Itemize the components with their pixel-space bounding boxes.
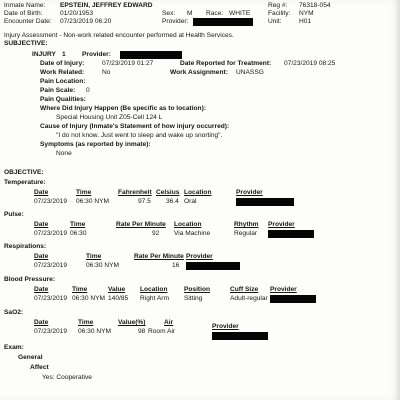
redacted-sao2-provider bbox=[212, 332, 268, 340]
work-related-value: No bbox=[102, 69, 111, 76]
reg-value: 76318-054 bbox=[299, 2, 331, 9]
sao2-heading: SaO2: bbox=[4, 309, 24, 316]
redacted-bp-provider bbox=[270, 295, 316, 303]
respirations-header-provider: Provider bbox=[186, 253, 213, 260]
sex-label: Sex: bbox=[162, 10, 176, 17]
pulse-time: 06:30 bbox=[70, 230, 87, 237]
temperature-header-fahrenheit: Fahrenheit bbox=[118, 189, 152, 196]
symptoms-value: None bbox=[56, 150, 72, 157]
inmate-name: EPSTEIN, JEFFREY EDWARD bbox=[60, 2, 153, 9]
pulse-header-provider: Provider bbox=[268, 221, 295, 228]
bp-cuff-size: Adult-regular bbox=[230, 295, 268, 302]
sao2-header-value: Value(%) bbox=[118, 319, 146, 326]
temperature-location: Oral bbox=[184, 198, 197, 205]
bp-location: Right Arm bbox=[140, 295, 169, 302]
pulse-rate: 92 bbox=[152, 230, 160, 237]
bp-header-position: Position bbox=[184, 286, 211, 293]
sex-value: M bbox=[187, 10, 193, 17]
sao2-header-air: Air bbox=[164, 319, 174, 326]
pain-scale-value: 0 bbox=[86, 87, 90, 94]
pulse-header-time: Time bbox=[70, 221, 86, 228]
bp-header-provider: Provider bbox=[270, 286, 297, 293]
blood-pressure-heading: Blood Pressure: bbox=[4, 276, 55, 283]
facility-value: NYM bbox=[299, 10, 314, 17]
temperature-date: 07/23/2019 bbox=[34, 198, 68, 205]
temperature-header-provider: Provider bbox=[236, 189, 263, 196]
pain-qualities-label: Pain Qualities: bbox=[40, 96, 86, 103]
sao2-header-time: Time bbox=[78, 319, 94, 326]
temperature-header-location: Location bbox=[184, 189, 212, 196]
temperature-celsius: 36.4 bbox=[166, 198, 179, 205]
injury-cause-label: Cause of Injury (Inmate's Statement of how injury occurred): bbox=[40, 123, 230, 130]
redacted-pulse-provider bbox=[268, 230, 314, 238]
sao2-value: 98 bbox=[138, 328, 146, 335]
redacted-header-provider bbox=[193, 18, 253, 26]
bp-header-time: Time bbox=[72, 286, 88, 293]
temperature-fahrenheit: 97.5 bbox=[138, 198, 151, 205]
respirations-date: 07/23/2019 bbox=[34, 262, 68, 269]
pain-location-label: Pain Location: bbox=[40, 78, 86, 85]
bp-position: Sitting bbox=[184, 295, 203, 302]
bp-date: 07/23/2019 bbox=[34, 295, 68, 302]
temperature-heading: Temperature: bbox=[4, 179, 46, 186]
bp-value: 140/85 bbox=[108, 295, 129, 302]
work-assignment-label: Work Assignment: bbox=[170, 69, 228, 76]
respirations-time: 06:30 NYM bbox=[86, 262, 119, 269]
pulse-date: 07/23/2019 bbox=[34, 230, 68, 237]
redacted-temperature-provider bbox=[236, 198, 294, 206]
redacted-injury-provider bbox=[120, 51, 182, 59]
exam-affect-value: Yes: Cooperative bbox=[42, 374, 92, 381]
reg-label: Reg #: bbox=[268, 2, 288, 9]
symptoms-label: Symptoms (as reported by inmate): bbox=[40, 141, 151, 148]
race-value: WHITE bbox=[229, 10, 251, 17]
pulse-location: Via Machine bbox=[174, 230, 211, 237]
sao2-air: Room Air bbox=[148, 328, 176, 335]
unit-value: H01 bbox=[299, 18, 312, 25]
exam-affect-label: Affect bbox=[30, 364, 49, 371]
injury-provider-label: Provider: bbox=[82, 51, 111, 58]
pulse-rhythm: Regular bbox=[234, 230, 258, 237]
respirations-header-date: Date bbox=[34, 253, 49, 260]
pain-scale-label: Pain Scale: bbox=[40, 87, 76, 94]
date-reported-value: 07/23/2019 08:25 bbox=[284, 60, 336, 67]
injury-location-label: Where Did Injury Happen (Be specific as to location): bbox=[40, 105, 206, 112]
facility-label: Facility: bbox=[268, 10, 291, 17]
temperature-header-celsius: Celsius bbox=[156, 189, 180, 196]
objective-heading: OBJECTIVE: bbox=[4, 169, 44, 176]
date-of-injury-label: Date of Injury: bbox=[40, 60, 85, 67]
injury-label: INJURY bbox=[32, 51, 56, 58]
temperature-header-date: Date bbox=[34, 189, 49, 196]
encounter-date-value: 07/23/2019 06:20 bbox=[60, 18, 112, 25]
sao2-header-date: Date bbox=[34, 319, 49, 326]
respirations-rate: 16 bbox=[172, 262, 180, 269]
dob-value: 01/20/1953 bbox=[60, 10, 94, 17]
work-assignment-value: UNASSG bbox=[236, 69, 264, 76]
pulse-header-rhythm: Rhythm bbox=[234, 221, 259, 228]
pulse-heading: Pulse: bbox=[4, 211, 24, 218]
respirations-header-rate: Rate Per Minute bbox=[134, 253, 184, 260]
redacted-respirations-provider bbox=[186, 262, 240, 270]
header-provider-label: Provider: bbox=[162, 18, 189, 25]
dob-label: Date of Birth: bbox=[4, 10, 43, 17]
pulse-header-rate: Rate Per Minute bbox=[116, 221, 166, 228]
sao2-date: 07/23/2019 bbox=[34, 328, 68, 335]
sao2-header-provider: Provider bbox=[212, 323, 239, 330]
bp-header-location: Location bbox=[140, 286, 168, 293]
bp-header-value: Value bbox=[108, 286, 126, 293]
bp-time: 06:30 NYM bbox=[72, 295, 105, 302]
subjective-heading: SUBJECTIVE: bbox=[4, 40, 48, 47]
injury-cause-statement: "I do not know. Just went to sleep and wake up snorting". bbox=[56, 132, 223, 139]
injury-number: 1 bbox=[62, 51, 66, 58]
temperature-time: 06:30 NYM bbox=[76, 198, 109, 205]
date-reported-label: Date Reported for Treatment: bbox=[180, 60, 272, 67]
injury-location-value: Special Housing Unit Z05-Cell 124 L bbox=[56, 114, 163, 121]
assessment-line: Injury Assessment - Non-work related encounter performed at Health Services. bbox=[4, 32, 234, 39]
work-related-label: Work Related: bbox=[40, 69, 85, 76]
sao2-time: 06:30 NYM bbox=[78, 328, 111, 335]
date-of-injury-value: 07/23/2019 01:27 bbox=[102, 60, 154, 67]
exam-general-label: General bbox=[18, 354, 43, 361]
temperature-header-time: Time bbox=[76, 189, 92, 196]
inmate-name-label: Inmate Name: bbox=[4, 2, 46, 9]
pulse-header-date: Date bbox=[34, 221, 49, 228]
encounter-date-label: Encounter Date: bbox=[4, 18, 52, 25]
pulse-header-location: Location bbox=[174, 221, 202, 228]
respirations-header-time: Time bbox=[86, 253, 102, 260]
exam-heading: Exam: bbox=[4, 344, 24, 351]
unit-label: Unit: bbox=[268, 18, 282, 25]
race-label: Race: bbox=[206, 10, 224, 17]
respirations-heading: Respirations: bbox=[4, 243, 47, 250]
bp-header-date: Date bbox=[34, 286, 49, 293]
bp-header-cuff-size: Cuff Size bbox=[230, 286, 259, 293]
